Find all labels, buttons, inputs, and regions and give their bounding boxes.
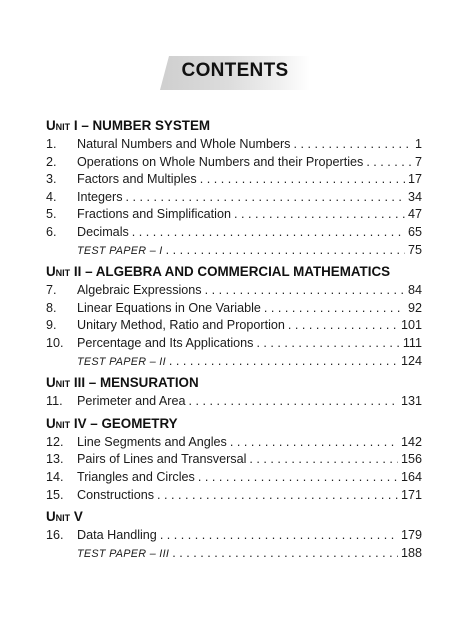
dot-leader: [366, 154, 412, 172]
unit-name: I – NUMBER SYSTEM: [73, 118, 211, 133]
page-number: 34: [407, 189, 422, 204]
toc-entry[interactable]: [46, 300, 422, 318]
page-number: 171: [400, 487, 422, 502]
toc-entry[interactable]: [46, 393, 422, 411]
unit-label: Unit: [46, 509, 71, 525]
test-paper-entry[interactable]: [46, 545, 422, 563]
dot-leader: [157, 487, 398, 505]
unit-label: Unit: [46, 375, 71, 391]
dot-leader: [198, 469, 398, 487]
page-number: 111: [402, 335, 422, 350]
chapter-title: Line Segments and Angles: [77, 434, 227, 449]
toc-entry[interactable]: [46, 335, 422, 353]
chapter-title: Constructions: [77, 487, 154, 502]
page-number: 84: [407, 283, 422, 298]
test-paper-title: TEST PAPER – II: [77, 355, 166, 368]
dot-leader: [200, 171, 405, 189]
chapter-number: 13.: [46, 452, 64, 467]
unit-name: V: [73, 509, 83, 525]
toc-entry[interactable]: [46, 487, 422, 505]
page-number: 142: [400, 434, 422, 449]
chapter-title: Factors and Multiples: [77, 172, 197, 187]
toc-entry[interactable]: [46, 224, 422, 242]
page-number: 131: [400, 394, 422, 409]
unit-name: II – ALGEBRA AND COMMERCIAL MATHEMATICS: [73, 264, 391, 280]
page-number: 75: [407, 242, 422, 257]
page-number: 101: [400, 318, 422, 333]
unit-section: [46, 414, 422, 504]
chapter-title: Integers: [77, 189, 123, 204]
chapter-title: Linear Equations in One Variable: [77, 300, 261, 315]
dot-leader: [132, 224, 405, 242]
chapter-number: 14.: [46, 469, 64, 484]
page-number: 188: [400, 545, 422, 560]
chapter-number: 10.: [46, 335, 64, 350]
chapter-title: Pairs of Lines and Transversal: [77, 452, 247, 467]
chapter-number: 3.: [46, 172, 57, 187]
unit-heading: [46, 507, 422, 527]
chapter-number: 12.: [46, 434, 64, 449]
toc-entry[interactable]: [46, 206, 422, 224]
chapter-number: 2.: [46, 154, 57, 169]
page-number: 164: [400, 469, 422, 484]
page-number: 65: [407, 224, 422, 239]
chapter-title: Perimeter and Area: [77, 394, 186, 409]
dot-leader: [293, 136, 412, 154]
dot-leader: [230, 434, 398, 452]
dot-leader: [166, 242, 405, 260]
toc-entry[interactable]: [46, 451, 422, 469]
chapter-title: Algebraic Expressions: [77, 283, 202, 298]
unit-section: [46, 507, 422, 562]
unit-heading: [46, 373, 422, 393]
chapter-number: 8.: [46, 300, 57, 315]
dot-leader: [264, 300, 405, 318]
chapter-number: 11.: [46, 394, 63, 409]
page-number: 47: [407, 207, 422, 222]
chapter-number: 9.: [46, 318, 57, 333]
unit-section: [46, 116, 422, 259]
unit-name: IV – GEOMETRY: [73, 415, 178, 431]
dot-leader: [172, 545, 398, 563]
page-number: 179: [400, 528, 422, 543]
unit-section: [46, 262, 422, 370]
toc-entry[interactable]: [46, 154, 422, 172]
test-paper-title: TEST PAPER – III: [77, 547, 170, 560]
page-title: CONTENTS: [181, 60, 289, 81]
chapter-number: 4.: [46, 189, 57, 204]
dot-leader: [126, 189, 405, 207]
dot-leader: [288, 317, 398, 335]
toc-entry[interactable]: [46, 136, 422, 154]
unit-name: III – MENSURATION: [73, 375, 199, 391]
page-number: 156: [400, 452, 422, 467]
dot-leader: [249, 451, 398, 469]
dot-leader: [205, 282, 405, 300]
chapter-number: 15.: [46, 487, 64, 502]
toc-entry[interactable]: [46, 527, 422, 545]
unit-label: Unit: [46, 415, 71, 431]
dot-leader: [169, 353, 398, 371]
unit-section: [46, 373, 422, 411]
chapter-title: Data Handling: [77, 528, 157, 543]
toc-entry[interactable]: [46, 171, 422, 189]
unit-label: Unit: [46, 118, 71, 133]
unit-label: Unit: [46, 264, 71, 280]
chapter-title: Decimals: [77, 224, 129, 239]
toc-entry[interactable]: [46, 317, 422, 335]
chapter-title: Operations on Whole Numbers and their Properties: [77, 154, 364, 169]
unit-heading: [46, 116, 422, 136]
dot-leader: [256, 335, 399, 353]
toc-entry[interactable]: [46, 189, 422, 207]
toc-entry[interactable]: [46, 434, 422, 452]
unit-heading: [46, 414, 422, 434]
dot-leader: [234, 206, 405, 224]
dot-leader: [189, 393, 398, 411]
chapter-number: 16.: [46, 528, 64, 543]
unit-heading: [46, 262, 422, 282]
table-of-contents: [46, 116, 422, 562]
dot-leader: [160, 527, 398, 545]
test-paper-title: TEST PAPER – I: [77, 244, 163, 257]
chapter-title: Natural Numbers and Whole Numbers: [77, 137, 291, 151]
test-paper-entry[interactable]: [46, 242, 422, 260]
chapter-title: Percentage and Its Applications: [77, 335, 254, 350]
page-number: 92: [407, 300, 422, 315]
page-number: 1: [414, 137, 422, 151]
chapter-title: Fractions and Simplification: [77, 207, 231, 222]
page-number: 7: [414, 154, 422, 169]
page-number: 124: [400, 353, 422, 368]
page-number: 17: [407, 172, 422, 187]
chapter-number: 1.: [46, 137, 57, 151]
chapter-title: Triangles and Circles: [77, 469, 195, 484]
chapter-title: Unitary Method, Ratio and Proportion: [77, 318, 285, 333]
toc-entry[interactable]: [46, 469, 422, 487]
test-paper-entry[interactable]: [46, 353, 422, 371]
chapter-number: 6.: [46, 224, 57, 239]
chapter-number: 5.: [46, 207, 57, 222]
chapter-number: 7.: [46, 283, 57, 298]
toc-entry[interactable]: [46, 282, 422, 300]
